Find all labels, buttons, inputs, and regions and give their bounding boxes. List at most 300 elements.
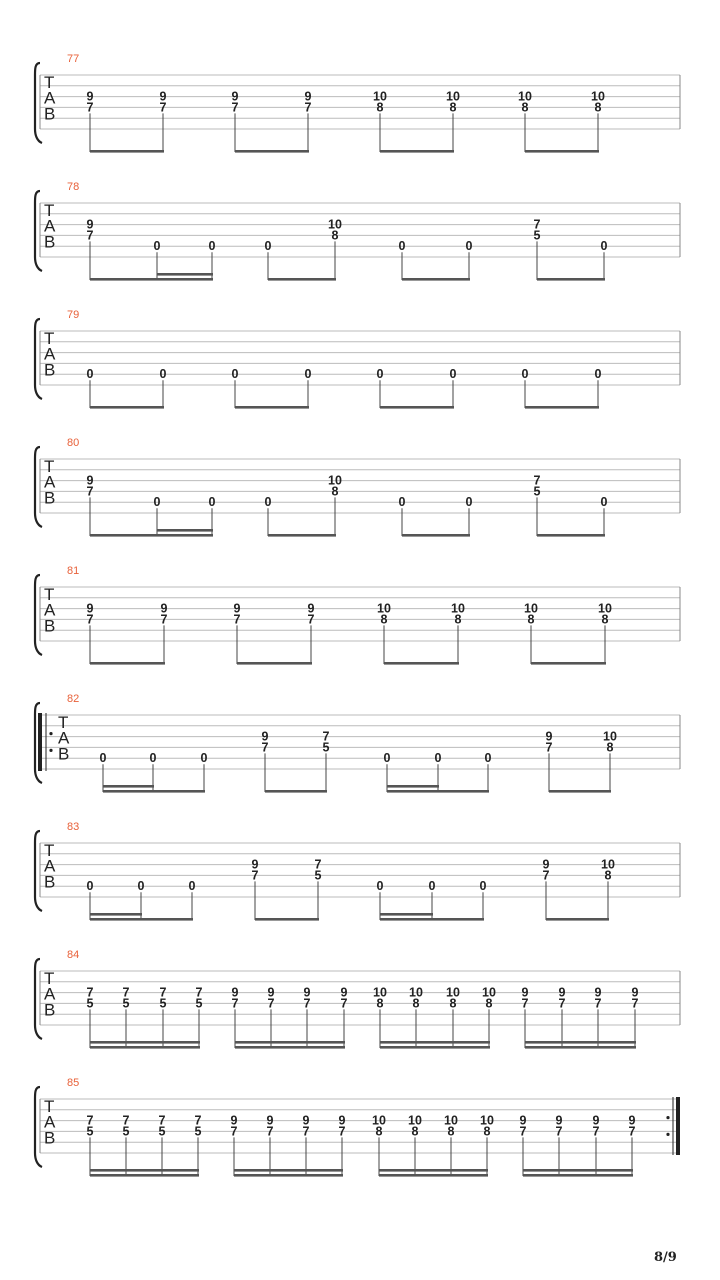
fret-number: 10 (409, 985, 423, 1000)
fret-number: 0 (484, 751, 492, 766)
note-chord (123, 1114, 130, 1176)
note-beam (90, 1174, 199, 1177)
fret-number: 9 (159, 89, 167, 104)
fret-number: 10 (518, 89, 532, 104)
fret-number: 8 (449, 996, 457, 1011)
fret-number: 9 (340, 985, 348, 1000)
note-beam (531, 662, 606, 665)
note-beam (90, 534, 213, 537)
fret-number: 5 (86, 996, 94, 1011)
note-chord (598, 602, 612, 664)
note-chord (189, 879, 196, 920)
fret-number: 8 (527, 612, 535, 627)
fret-number: 7 (521, 996, 529, 1011)
staff-system-79 (35, 309, 680, 409)
fret-number: 7 (542, 868, 550, 883)
fret-number: 9 (251, 857, 259, 872)
note-chord (543, 858, 550, 920)
fret-number: 9 (86, 217, 94, 232)
fret-number: 9 (307, 601, 315, 616)
note-beam (379, 1169, 488, 1172)
note-beam (103, 785, 154, 788)
fret-number: 5 (122, 996, 130, 1011)
note-beam (525, 150, 599, 153)
fret-number: 8 (604, 868, 612, 883)
fret-number: 5 (159, 996, 167, 1011)
fret-number: 0 (208, 495, 216, 510)
tab-clef-letter: B (44, 616, 56, 636)
fret-number: 5 (195, 996, 203, 1011)
measure-number: 79 (67, 309, 80, 321)
tab-clef-letter: A (44, 88, 56, 108)
note-chord (603, 730, 617, 792)
note-beam (525, 406, 599, 409)
note-chord (546, 730, 553, 792)
note-chord (339, 1114, 346, 1176)
fret-number: 10 (373, 985, 387, 1000)
tab-clef-letter: B (58, 744, 70, 764)
note-chord (87, 986, 94, 1048)
fret-number: 0 (149, 751, 157, 766)
note-chord (232, 90, 239, 152)
note-chord (308, 602, 315, 664)
note-beam (384, 662, 459, 665)
fret-number: 0 (264, 495, 272, 510)
fret-number: 7 (158, 1113, 166, 1128)
fret-number: 8 (412, 996, 420, 1011)
fret-number: 0 (231, 367, 239, 382)
note-beam (157, 529, 213, 532)
end-repeat-thick-bar (676, 1097, 680, 1155)
fret-number: 7 (231, 996, 239, 1011)
note-chord (409, 986, 423, 1048)
fret-number: 8 (521, 100, 529, 115)
note-chord (234, 602, 241, 664)
fret-number: 8 (376, 996, 384, 1011)
note-chord (524, 602, 538, 664)
fret-number: 9 (86, 89, 94, 104)
note-beam (268, 278, 336, 281)
fret-number: 0 (428, 879, 436, 894)
fret-number: 10 (377, 601, 391, 616)
note-beam (235, 1041, 345, 1044)
note-beam (234, 1174, 343, 1177)
fret-number: 7 (122, 985, 130, 1000)
note-chord (195, 1114, 202, 1176)
tab-clef-letter: A (44, 1112, 56, 1132)
note-beam (90, 1046, 200, 1049)
note-beam (103, 790, 205, 793)
fret-number: 7 (628, 1124, 636, 1139)
fret-number: 0 (465, 495, 473, 510)
note-beam (380, 918, 484, 921)
fret-number: 0 (434, 751, 442, 766)
staff-system-83 (35, 821, 680, 921)
fret-number: 8 (375, 1124, 383, 1139)
tab-clef-letter: A (44, 856, 56, 876)
staff-system-82 (35, 693, 680, 793)
fret-number: 0 (264, 239, 272, 254)
fret-number: 9 (542, 857, 550, 872)
note-chord (399, 239, 406, 280)
note-beam (537, 278, 605, 281)
note-chord (328, 474, 342, 536)
fret-number: 8 (601, 612, 609, 627)
note-chord (87, 90, 94, 152)
tab-clef-letter: B (44, 1000, 56, 1020)
fret-number: 9 (521, 985, 529, 1000)
note-beam (237, 662, 312, 665)
note-chord (160, 90, 167, 152)
fret-number: 7 (231, 100, 239, 115)
note-chord (632, 986, 639, 1048)
fret-number: 9 (545, 729, 553, 744)
note-chord (304, 986, 311, 1048)
fret-number: 7 (307, 612, 315, 627)
measure-number: 83 (67, 821, 80, 833)
fret-number: 8 (449, 100, 457, 115)
fret-number: 9 (592, 1113, 600, 1128)
note-chord (87, 367, 94, 408)
fret-number: 0 (449, 367, 457, 382)
note-chord (372, 1114, 386, 1176)
fret-number: 7 (86, 100, 94, 115)
measure-number: 84 (67, 949, 80, 961)
fret-number: 9 (519, 1113, 527, 1128)
note-beam (525, 1046, 636, 1049)
fret-number: 10 (480, 1113, 494, 1128)
fret-number: 9 (230, 1113, 238, 1128)
note-chord (595, 367, 602, 408)
fret-number: 0 (398, 239, 406, 254)
fret-number: 5 (122, 1124, 130, 1139)
tab-clef-letter: T (44, 1097, 55, 1116)
note-chord (160, 986, 167, 1048)
note-chord (201, 751, 208, 792)
note-chord (373, 90, 387, 152)
note-chord (601, 858, 615, 920)
fret-number: 9 (558, 985, 566, 1000)
note-chord (377, 367, 384, 408)
note-beam (387, 785, 439, 788)
note-beam (90, 278, 213, 281)
fret-number: 10 (373, 89, 387, 104)
note-chord (161, 602, 168, 664)
measure-number: 78 (67, 181, 80, 193)
note-chord (232, 367, 239, 408)
fret-number: 10 (591, 89, 605, 104)
note-chord (485, 751, 492, 792)
tab-clef-letter: A (44, 344, 56, 364)
fret-number: 0 (86, 367, 94, 382)
repeat-dot (49, 732, 52, 735)
fret-number: 0 (600, 239, 608, 254)
note-chord (328, 218, 342, 280)
note-chord (559, 986, 566, 1048)
fret-number: 10 (603, 729, 617, 744)
note-chord (123, 986, 130, 1048)
note-chord (408, 1114, 422, 1176)
fret-number: 5 (533, 228, 541, 243)
fret-number: 0 (137, 879, 145, 894)
note-beam (235, 406, 309, 409)
fret-number: 10 (482, 985, 496, 1000)
fret-number: 7 (592, 1124, 600, 1139)
note-beam (379, 1174, 488, 1177)
note-chord (522, 986, 529, 1048)
measure-number: 77 (67, 53, 80, 65)
fret-number: 8 (447, 1124, 455, 1139)
fret-number: 0 (99, 751, 107, 766)
fret-number: 7 (261, 740, 269, 755)
note-chord (450, 367, 457, 408)
fret-number: 7 (314, 857, 322, 872)
fret-number: 7 (545, 740, 553, 755)
start-repeat-thick-bar (38, 713, 42, 771)
fret-number: 7 (230, 1124, 238, 1139)
measure-number: 81 (67, 565, 80, 577)
note-chord (480, 1114, 494, 1176)
note-chord (232, 986, 239, 1048)
note-chord (595, 986, 602, 1048)
note-chord (518, 90, 532, 152)
fret-number: 7 (86, 985, 94, 1000)
note-chord (466, 495, 473, 536)
note-beam (234, 1169, 343, 1172)
measure-number: 82 (67, 693, 80, 705)
note-beam (90, 913, 142, 916)
fret-number: 5 (533, 484, 541, 499)
note-chord (87, 474, 94, 536)
note-beam (546, 918, 609, 921)
fret-number: 0 (398, 495, 406, 510)
note-chord (446, 986, 460, 1048)
note-chord (444, 1114, 458, 1176)
fret-number: 7 (303, 996, 311, 1011)
note-chord (323, 730, 330, 792)
note-beam (537, 534, 605, 537)
tab-clef-letter: A (44, 600, 56, 620)
note-beam (235, 1046, 345, 1049)
fret-number: 9 (628, 1113, 636, 1128)
fret-number: 7 (533, 473, 541, 488)
note-chord (534, 218, 541, 280)
note-chord (373, 986, 387, 1048)
fret-number: 7 (322, 729, 330, 744)
fret-number: 7 (519, 1124, 527, 1139)
note-beam (523, 1174, 633, 1177)
fret-number: 9 (555, 1113, 563, 1128)
note-chord (341, 986, 348, 1048)
fret-number: 0 (153, 239, 161, 254)
fret-number: 7 (159, 100, 167, 115)
fret-number: 9 (302, 1113, 310, 1128)
fret-number: 10 (328, 217, 342, 232)
fret-number: 9 (86, 473, 94, 488)
fret-number: 0 (153, 495, 161, 510)
fret-number: 10 (446, 985, 460, 1000)
fret-number: 9 (231, 985, 239, 1000)
note-beam (380, 1046, 490, 1049)
fret-number: 7 (631, 996, 639, 1011)
fret-number: 8 (380, 612, 388, 627)
note-beam (549, 790, 611, 793)
staff-system-80 (35, 437, 680, 537)
fret-number: 7 (304, 100, 312, 115)
fret-number: 7 (194, 1113, 202, 1128)
fret-number: 9 (304, 89, 312, 104)
repeat-dot (666, 1116, 669, 1119)
tab-clef-letter: T (44, 585, 55, 604)
fret-number: 0 (383, 751, 391, 766)
measure-number: 80 (67, 437, 80, 449)
note-chord (522, 367, 529, 408)
fret-number: 0 (479, 879, 487, 894)
note-beam (90, 662, 165, 665)
fret-number: 7 (340, 996, 348, 1011)
fret-number: 9 (231, 89, 239, 104)
note-chord (262, 730, 269, 792)
staff-system-78 (35, 181, 680, 281)
fret-number: 8 (483, 1124, 491, 1139)
note-beam (380, 1041, 490, 1044)
fret-number: 10 (444, 1113, 458, 1128)
note-chord (399, 495, 406, 536)
fret-number: 0 (376, 879, 384, 894)
note-chord (601, 495, 608, 536)
note-chord (601, 239, 608, 280)
fret-number: 5 (158, 1124, 166, 1139)
tab-clef-letter: A (44, 472, 56, 492)
fret-number: 10 (601, 857, 615, 872)
note-chord (267, 1114, 274, 1176)
fret-number: 7 (302, 1124, 310, 1139)
fret-number: 0 (465, 239, 473, 254)
note-beam (235, 150, 309, 153)
fret-number: 10 (451, 601, 465, 616)
tab-clef-letter: T (58, 713, 69, 732)
note-chord (303, 1114, 310, 1176)
fret-number: 0 (159, 367, 167, 382)
fret-number: 7 (86, 612, 94, 627)
fret-number: 9 (160, 601, 168, 616)
fret-number: 8 (376, 100, 384, 115)
note-beam (255, 918, 319, 921)
note-beam (265, 790, 327, 793)
fret-number: 9 (631, 985, 639, 1000)
note-beam (525, 1041, 636, 1044)
note-chord (482, 986, 496, 1048)
tab-clef-letter: B (44, 1128, 56, 1148)
page-number: 8/9 (654, 1250, 677, 1265)
note-chord (315, 858, 322, 920)
fret-number: 0 (304, 367, 312, 382)
note-chord (629, 1114, 636, 1176)
note-chord (268, 986, 275, 1048)
fret-number: 8 (454, 612, 462, 627)
tab-clef-letter: B (44, 232, 56, 252)
fret-number: 0 (376, 367, 384, 382)
fret-number: 8 (331, 228, 339, 243)
fret-number: 10 (446, 89, 460, 104)
note-beam (90, 150, 164, 153)
note-chord (451, 602, 465, 664)
note-chord (534, 474, 541, 536)
staff-system-84 (35, 949, 680, 1049)
fret-number: 5 (194, 1124, 202, 1139)
note-chord (252, 858, 259, 920)
note-chord (377, 602, 391, 664)
fret-number: 7 (86, 228, 94, 243)
fret-number: 10 (372, 1113, 386, 1128)
fret-number: 9 (266, 1113, 274, 1128)
note-beam (387, 790, 489, 793)
note-chord (556, 1114, 563, 1176)
fret-number: 7 (558, 996, 566, 1011)
fret-number: 7 (267, 996, 275, 1011)
fret-number: 0 (521, 367, 529, 382)
fret-number: 0 (600, 495, 608, 510)
note-beam (380, 150, 454, 153)
note-chord (520, 1114, 527, 1176)
repeat-dot (666, 1133, 669, 1136)
note-chord (159, 1114, 166, 1176)
fret-number: 10 (598, 601, 612, 616)
fret-number: 9 (594, 985, 602, 1000)
fret-number: 0 (208, 239, 216, 254)
note-chord (305, 90, 312, 152)
note-chord (160, 367, 167, 408)
tab-clef-letter: B (44, 872, 56, 892)
note-chord (87, 1114, 94, 1176)
fret-number: 8 (594, 100, 602, 115)
fret-number: 0 (188, 879, 196, 894)
fret-number: 9 (303, 985, 311, 1000)
note-chord (446, 90, 460, 152)
fret-number: 0 (200, 751, 208, 766)
fret-number: 5 (314, 868, 322, 883)
fret-number: 7 (594, 996, 602, 1011)
fret-number: 8 (606, 740, 614, 755)
note-chord (265, 239, 272, 280)
tab-clef-letter: T (44, 73, 55, 92)
fret-number: 8 (411, 1124, 419, 1139)
fret-number: 9 (267, 985, 275, 1000)
fret-number: 7 (338, 1124, 346, 1139)
note-chord (591, 90, 605, 152)
tab-clef-letter: B (44, 360, 56, 380)
tab-clef-letter: T (44, 841, 55, 860)
note-beam (90, 1041, 200, 1044)
tab-clef-letter: T (44, 969, 55, 988)
note-beam (157, 273, 213, 276)
fret-number: 0 (86, 879, 94, 894)
tab-clef-letter: T (44, 329, 55, 348)
fret-number: 7 (555, 1124, 563, 1139)
note-beam (90, 1169, 199, 1172)
tab-clef-letter: B (44, 104, 56, 124)
fret-number: 9 (233, 601, 241, 616)
fret-number: 9 (86, 601, 94, 616)
note-beam (402, 278, 470, 281)
tab-clef-letter: T (44, 201, 55, 220)
fret-number: 10 (328, 473, 342, 488)
tab-clef-letter: A (44, 216, 56, 236)
fret-number: 7 (122, 1113, 130, 1128)
note-chord (305, 367, 312, 408)
fret-number: 0 (594, 367, 602, 382)
fret-number: 7 (233, 612, 241, 627)
